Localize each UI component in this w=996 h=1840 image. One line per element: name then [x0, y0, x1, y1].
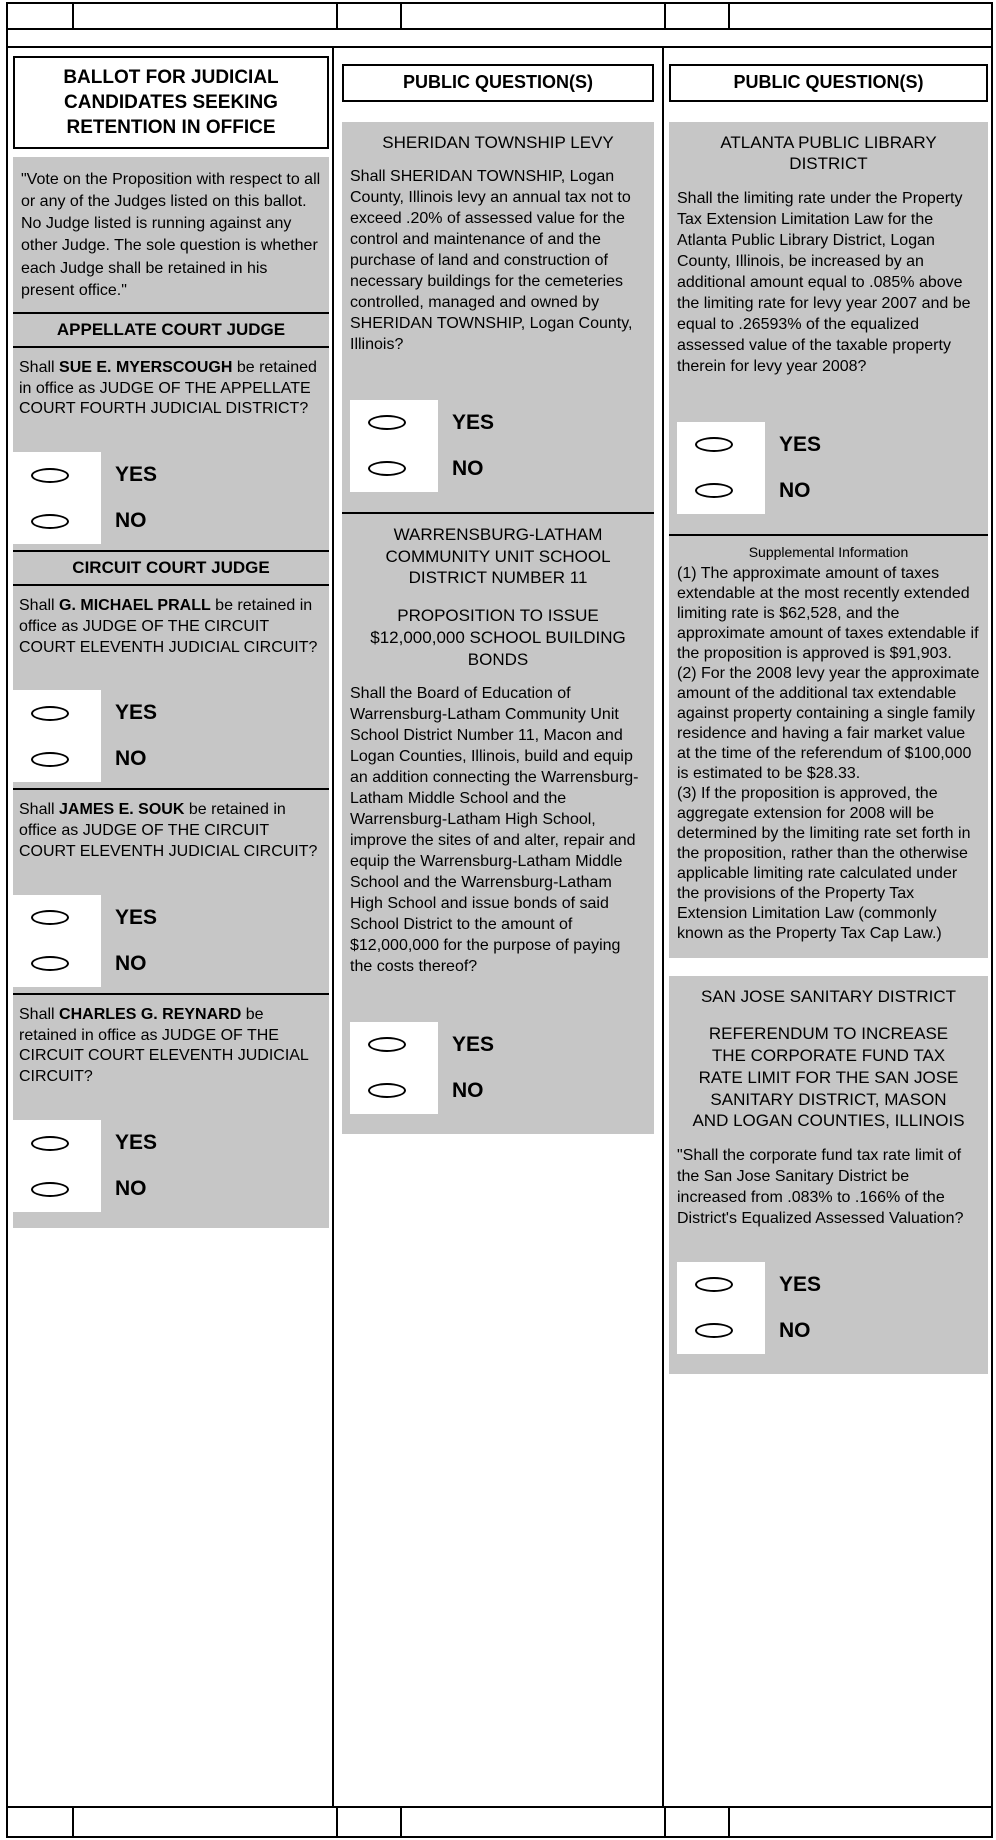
yes-oval[interactable]	[31, 706, 69, 721]
oval-zone	[350, 1022, 438, 1068]
atlanta-library-block	[669, 122, 988, 958]
oval-zone	[13, 895, 101, 941]
timing-mark-cell	[402, 1808, 666, 1836]
vote-options	[677, 422, 980, 514]
candidate-name: JAMES E. SOUK	[59, 801, 185, 819]
appellate-court-header: APPELLATE COURT JUDGE	[13, 312, 329, 348]
yes-row	[13, 895, 329, 941]
vote-options	[677, 1262, 980, 1354]
candidate-name: CHARLES G. REYNARD	[59, 1005, 242, 1023]
no-row	[13, 498, 329, 544]
no-label: NO	[452, 1078, 484, 1102]
candidate-name: G. MICHAEL PRALL	[59, 597, 211, 615]
oval-zone	[677, 1262, 765, 1308]
yes-row	[13, 1120, 329, 1166]
retention-question-myerscough	[13, 348, 329, 544]
question-body: Shall the limiting rate under the Property Tax Extension Limitation Law for the Atlanta Public Library District, Logan County, Illinois, be increased by an additional amount equal to .085% above the limiting rate for levy year 2007 and be equal to .26593% of the equalized assessed value of the taxable property therein for levy year 2008?	[677, 190, 971, 375]
ballot-body	[8, 48, 991, 1806]
no-row	[350, 446, 646, 492]
yes-oval[interactable]	[695, 1277, 733, 1292]
question-prefix: Shall	[19, 801, 60, 819]
yes-row	[13, 690, 329, 736]
oval-zone	[13, 452, 101, 498]
question-title: SAN JOSE SANITARY DISTRICT	[700, 986, 957, 1006]
timing-mark-cell	[730, 1808, 991, 1836]
vote-options	[13, 1120, 329, 1212]
yes-label: YES	[779, 432, 822, 456]
yes-label: YES	[115, 701, 158, 725]
column-public-questions-2	[664, 48, 991, 1806]
yes-label: YES	[779, 1272, 822, 1296]
yes-label: YES	[452, 410, 495, 434]
vote-options	[13, 895, 329, 987]
question-title: WARRENSBURG-LATHAM COMMUNITY UNIT SCHOOL DISTRICT NUMBER 11	[385, 524, 611, 588]
san-jose-block	[669, 976, 988, 1374]
no-label: NO	[452, 456, 484, 480]
yes-oval[interactable]	[695, 437, 733, 452]
candidate-name: SUE E. MYERSCOUGH	[59, 358, 233, 376]
retention-question-reynard	[13, 995, 329, 1212]
supplemental-item-1: (1) The approximate amount of taxes extendable at the most recently extended limiting rate is $62,528, and the approximate amount of taxes extendable if the proposition is approved is $91,903.	[677, 564, 979, 662]
question-title: SHERIDAN TOWNSHIP LEVY	[382, 132, 614, 152]
question-body: "Shall the corporate fund tax rate limit of the San Jose Sanitary District be increased from .083% to .166% of the District's Equalized Assessed Valuation?	[677, 1147, 964, 1228]
ballot-page	[6, 2, 993, 1838]
no-oval[interactable]	[31, 514, 69, 529]
question-title: ATLANTA PUBLIC LIBRARY DISTRICT	[720, 132, 937, 174]
no-row	[677, 1308, 980, 1354]
retention-question-prall	[13, 586, 329, 782]
no-row	[13, 736, 329, 782]
no-label: NO	[779, 478, 811, 502]
no-oval[interactable]	[368, 1083, 406, 1098]
san-jose-question	[669, 976, 988, 1374]
no-oval[interactable]	[31, 1182, 69, 1197]
yes-oval[interactable]	[368, 415, 406, 430]
oval-zone	[13, 1166, 101, 1212]
timing-mark-cell	[74, 1808, 338, 1836]
retention-question-souk	[13, 790, 329, 986]
question-suffix: be retained in office as JUDGE OF THE CIRCUIT COURT ELEVENTH JUDICIAL CIRCUIT?	[19, 597, 318, 656]
question-text	[13, 348, 329, 420]
oval-zone	[677, 1308, 765, 1354]
oval-zone	[13, 690, 101, 736]
vote-options	[350, 400, 646, 492]
yes-row	[677, 422, 980, 468]
timing-mark-cell	[8, 1808, 74, 1836]
oval-zone	[13, 941, 101, 987]
timing-marks-bottom	[8, 1806, 991, 1836]
yes-oval[interactable]	[31, 910, 69, 925]
question-prefix: Shall	[19, 597, 60, 615]
oval-zone	[350, 446, 438, 492]
no-row	[350, 1068, 646, 1114]
timing-mark-cell	[8, 4, 74, 28]
vote-options	[13, 452, 329, 544]
question-subtitle: PROPOSITION TO ISSUE $12,000,000 SCHOOL BUILDING BONDS	[370, 606, 626, 669]
judicial-instructions: "Vote on the Proposition with respect to all or any of the Judges listed on this ballot. No Judge listed is running against any other Judge. The sole question is whether each Judge shall be retained in his present office."	[21, 171, 321, 299]
timing-mark-cell	[402, 4, 666, 28]
yes-oval[interactable]	[31, 1136, 69, 1151]
timing-mark-cell	[338, 4, 402, 28]
timing-mark-cell	[74, 4, 338, 28]
question-text	[13, 995, 329, 1088]
public-questions-header: PUBLIC QUESTION(S)	[342, 64, 654, 102]
oval-zone	[677, 468, 765, 514]
no-label: NO	[115, 509, 147, 533]
no-row	[677, 468, 980, 514]
yes-label: YES	[115, 1131, 158, 1155]
circuit-court-header: CIRCUIT COURT JUDGE	[13, 550, 329, 586]
yes-row	[677, 1262, 980, 1308]
question-text	[13, 790, 329, 862]
yes-row	[350, 1022, 646, 1068]
oval-zone	[13, 498, 101, 544]
vote-options	[350, 1022, 646, 1114]
column-public-questions-1	[334, 48, 662, 1806]
no-oval[interactable]	[31, 956, 69, 971]
judicial-ballot-header: BALLOT FOR JUDICIAL CANDIDATES SEEKING RETENTION IN OFFICE	[13, 56, 329, 149]
block-gap	[669, 958, 988, 976]
yes-label: YES	[115, 463, 158, 487]
no-label: NO	[779, 1318, 811, 1342]
question-subtitle: REFERENDUM TO INCREASE THE CORPORATE FUND TAX RATE LIMIT FOR THE SAN JOSE SANITARY DISTRICT, MASON AND LOGAN COUNTIES, ILLINOIS	[692, 1024, 965, 1131]
vote-options	[13, 690, 329, 782]
column-judicial	[8, 48, 332, 1806]
no-row	[13, 941, 329, 987]
timing-mark-cell	[730, 4, 991, 28]
oval-zone	[677, 422, 765, 468]
question-prefix: Shall	[19, 1005, 60, 1023]
supplemental-item-3: (3) If the proposition is approved, the aggregate extension for 2008 will be determined by the limiting rate set forth in the proposition, rather than the otherwise applicable limiting rate calculated under the provisions of the Property Tax Extension Limitation Law (commonly known as the Property Tax Cap Law.)	[677, 784, 971, 942]
oval-zone	[350, 1068, 438, 1114]
yes-oval[interactable]	[368, 1037, 406, 1052]
no-label: NO	[115, 1177, 147, 1201]
no-oval[interactable]	[695, 483, 733, 498]
header-blank-row	[8, 30, 991, 48]
no-oval[interactable]	[31, 752, 69, 767]
question-body: Shall SHERIDAN TOWNSHIP, Logan County, Illinois levy an annual tax not to exceed .20% of assessed value for the control and maintenance of and the purchase of land and construction of necessary buildings for the cemeteries controlled, managed and owned by SHERIDAN TOWNSHIP, Logan County, Illinois?	[350, 168, 633, 353]
oval-zone	[13, 736, 101, 782]
supplemental-information	[669, 536, 988, 958]
public-questions-header: PUBLIC QUESTION(S)	[669, 64, 988, 102]
yes-row	[350, 400, 646, 446]
timing-mark-cell	[666, 1808, 730, 1836]
yes-oval[interactable]	[31, 468, 69, 483]
timing-marks-top	[8, 4, 991, 30]
timing-mark-cell	[666, 4, 730, 28]
sheridan-township-question	[342, 122, 654, 512]
question-suffix: be retained in office as JUDGE OF THE APPELLATE COURT FOURTH JUDICIAL DISTRICT?	[19, 358, 317, 418]
yes-label: YES	[452, 1032, 495, 1056]
no-label: NO	[115, 747, 147, 771]
yes-row	[13, 452, 329, 498]
oval-zone	[350, 400, 438, 446]
yes-label: YES	[115, 905, 158, 929]
oval-zone	[13, 1120, 101, 1166]
atlanta-library-question	[669, 122, 988, 534]
public-questions-block	[342, 122, 654, 1134]
warrensburg-bond-question	[342, 514, 654, 1134]
question-suffix: be retained in office as JUDGE OF THE CIRCUIT COURT ELEVENTH JUDICIAL CIRCUIT?	[19, 801, 318, 861]
no-row	[13, 1166, 329, 1212]
timing-mark-cell	[338, 1808, 402, 1836]
supplemental-item-2: (2) For the 2008 levy year the approximate amount of the additional tax extendable against property containing a single family residence and having a fair market value at the time of the referendum of $100,000 is estimated to be $28.33.	[677, 664, 980, 782]
no-oval[interactable]	[368, 461, 406, 476]
no-label: NO	[115, 951, 147, 975]
question-suffix: be retained in office as JUDGE OF THE CIRCUIT COURT ELEVENTH JUDICIAL CIRCUIT?	[19, 1005, 309, 1086]
question-prefix: Shall	[19, 358, 60, 376]
judicial-section	[13, 157, 329, 1228]
question-body: Shall the Board of Education of Warrensburg-Latham Community Unit School District Number 11, Macon and Logan Counties, Illinois, build and equip an addition connecting the Warrensburg-Latham Middle School and the Warrensburg-Latham High School, improve the sites of and alter, repair and equip the Warrensburg-Latham Middle School and the Warrensburg-Latham High School and issue bonds of said School District to the amount of $12,000,000 for the purpose of paying the costs thereof?	[350, 685, 639, 975]
no-oval[interactable]	[695, 1323, 733, 1338]
supplemental-title: Supplemental Information	[748, 543, 909, 560]
question-text	[13, 586, 329, 658]
